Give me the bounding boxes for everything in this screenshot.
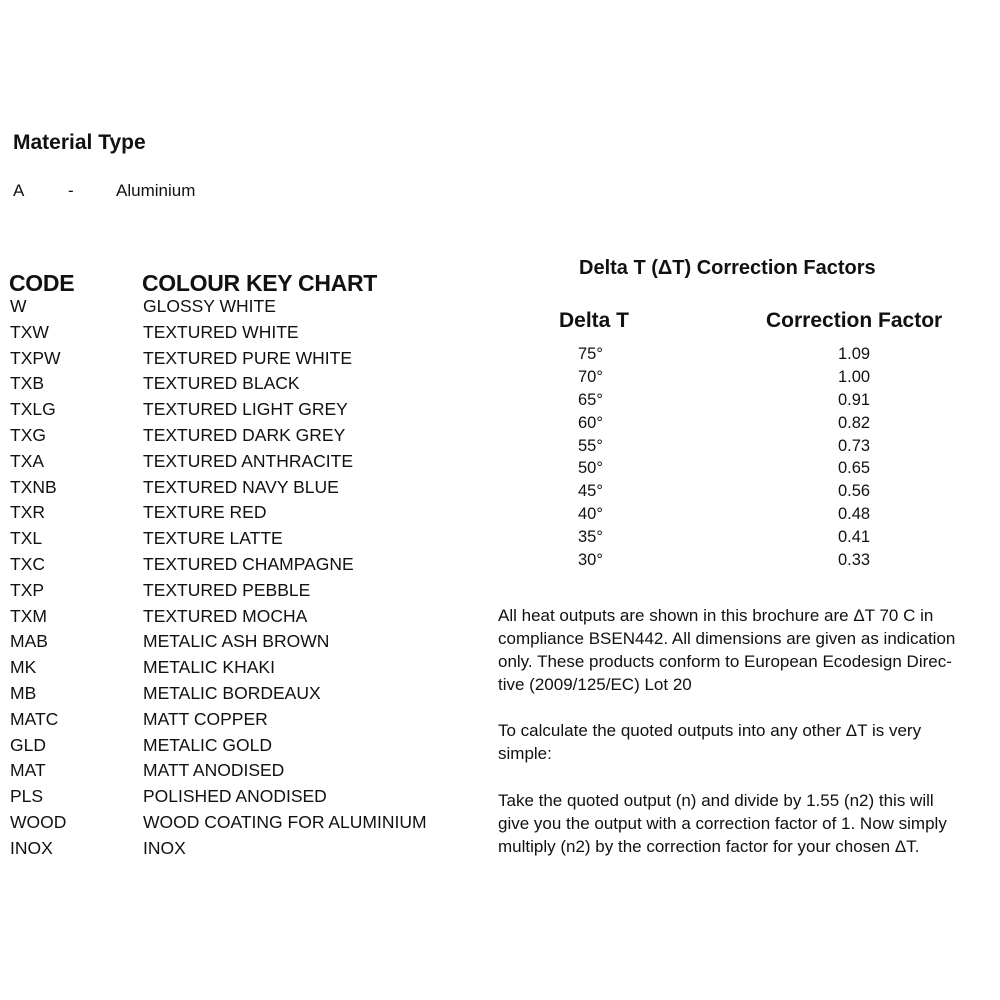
correction-factor-value: 0.33 bbox=[838, 551, 871, 570]
colour-code: TXR bbox=[10, 502, 45, 523]
material-separator: - bbox=[68, 181, 74, 200]
colour-code: TXC bbox=[10, 553, 45, 574]
colour-name: TEXTURED BLACK bbox=[143, 373, 300, 394]
delta-t-row bbox=[0, 459, 1000, 482]
delta-t-column-header: Delta T bbox=[559, 309, 630, 332]
material-code: A bbox=[13, 181, 25, 200]
delta-t-table bbox=[0, 345, 1000, 574]
colour-name: INOX bbox=[143, 837, 186, 858]
delta-t-value: 60° bbox=[578, 413, 603, 432]
colour-name: TEXTURED PURE WHITE bbox=[143, 347, 353, 368]
colour-code: TXNB bbox=[10, 476, 57, 497]
colour-name: TEXTURED NAVY BLUE bbox=[143, 476, 339, 497]
delta-t-value: 40° bbox=[578, 505, 603, 524]
colour-name: METALIC ASH BROWN bbox=[143, 631, 330, 652]
code-column-header: CODE bbox=[9, 270, 75, 296]
colour-name: METALIC KHAKI bbox=[143, 657, 275, 678]
colour-name: TEXTURED WHITE bbox=[143, 321, 299, 342]
correction-factor-value: 1.00 bbox=[838, 367, 871, 386]
colour-code: TXL bbox=[10, 528, 43, 549]
colour-code: TXG bbox=[10, 424, 46, 445]
delta-t-value: 65° bbox=[578, 390, 603, 409]
delta-t-row bbox=[0, 482, 1000, 505]
delta-t-title: Delta T (ΔT) Correction Factors bbox=[579, 257, 876, 279]
note-line: only. These products conform to European Ecodesign Direc- bbox=[498, 652, 952, 671]
note-line: give you the output with a correction factor of 1. Now simply bbox=[498, 814, 947, 833]
colour-name: TEXTURED PEBBLE bbox=[143, 579, 311, 600]
correction-factor-value: 0.48 bbox=[838, 505, 871, 524]
delta-t-value: 35° bbox=[578, 528, 603, 547]
correction-factor-value: 0.82 bbox=[838, 413, 871, 432]
colour-code: GLD bbox=[10, 734, 46, 755]
colour-name: TEXTURED LIGHT GREY bbox=[143, 399, 348, 420]
note-line: To calculate the quoted outputs into any other ΔT is very bbox=[498, 721, 922, 740]
colour-code: TXB bbox=[10, 373, 45, 394]
note-line: Take the quoted output (n) and divide by 1.55 (n2) this will bbox=[498, 791, 934, 810]
correction-factor-value: 0.73 bbox=[838, 436, 871, 455]
delta-t-value: 45° bbox=[578, 482, 603, 501]
note-line: tive (2009/125/EC) Lot 20 bbox=[498, 675, 692, 694]
delta-t-row bbox=[0, 528, 1000, 551]
colour-name: TEXTURED CHAMPAGNE bbox=[143, 553, 354, 574]
note-line: simple: bbox=[498, 744, 552, 763]
colour-name: WOOD COATING FOR ALUMINIUM bbox=[143, 811, 427, 832]
delta-t-row bbox=[0, 368, 1000, 391]
note-line: multiply (n2) by the correction factor for your chosen ΔT. bbox=[498, 837, 920, 856]
correction-factor-value: 0.91 bbox=[838, 390, 871, 409]
correction-factor-column-header: Correction Factor bbox=[766, 309, 943, 332]
delta-t-row bbox=[0, 437, 1000, 460]
colour-code: MATC bbox=[10, 708, 59, 729]
colour-code: MAT bbox=[10, 760, 46, 781]
material-type-heading: Material Type bbox=[13, 131, 146, 154]
colour-name: TEXTURED DARK GREY bbox=[143, 424, 346, 445]
delta-t-row bbox=[0, 391, 1000, 414]
colour-name: TEXTURED MOCHA bbox=[143, 605, 308, 626]
colour-code: MK bbox=[10, 657, 37, 678]
delta-t-row bbox=[0, 345, 1000, 368]
colour-key-chart-header: COLOUR KEY CHART bbox=[142, 270, 378, 296]
delta-t-row bbox=[0, 414, 1000, 437]
delta-t-row bbox=[0, 551, 1000, 574]
note-line: All heat outputs are shown in this brochure are ΔT 70 C in bbox=[498, 606, 934, 625]
colour-name: METALIC GOLD bbox=[143, 734, 273, 755]
colour-name: MATT COPPER bbox=[143, 708, 268, 729]
correction-factor-value: 0.41 bbox=[838, 528, 871, 547]
colour-code: MB bbox=[10, 682, 37, 703]
delta-t-value: 50° bbox=[578, 459, 603, 478]
colour-name: TEXTURE RED bbox=[143, 502, 267, 523]
colour-code: WOOD bbox=[10, 811, 67, 832]
colour-code: INOX bbox=[10, 837, 53, 858]
delta-t-value: 30° bbox=[578, 551, 603, 570]
calculation-intro-note bbox=[498, 719, 993, 765]
delta-t-row bbox=[0, 505, 1000, 528]
colour-code: PLS bbox=[10, 786, 44, 807]
material-name: Aluminium bbox=[116, 181, 196, 200]
delta-t-value: 70° bbox=[578, 367, 603, 386]
colour-code: TXLG bbox=[10, 399, 56, 420]
colour-code: TXPW bbox=[10, 347, 61, 368]
correction-factor-value: 0.65 bbox=[838, 459, 871, 478]
note-line: compliance BSEN442. All dimensions are given as indication bbox=[498, 629, 956, 648]
correction-factor-value: 1.09 bbox=[838, 345, 871, 363]
correction-factor-value: 0.56 bbox=[838, 482, 871, 501]
heat-output-note bbox=[498, 604, 993, 696]
colour-name: TEXTURED ANTHRACITE bbox=[143, 450, 354, 471]
colour-name: POLISHED ANODISED bbox=[143, 786, 327, 807]
colour-name: GLOSSY WHITE bbox=[143, 296, 276, 316]
colour-name: METALIC BORDEAUX bbox=[143, 682, 321, 703]
calculation-method-note bbox=[498, 789, 993, 858]
colour-code: W bbox=[10, 296, 27, 316]
delta-t-value: 55° bbox=[578, 436, 603, 455]
colour-name: MATT ANODISED bbox=[143, 760, 285, 781]
colour-code: TXP bbox=[10, 579, 45, 600]
colour-code: TXA bbox=[10, 450, 45, 471]
delta-t-value: 75° bbox=[578, 345, 603, 363]
colour-code: MAB bbox=[10, 631, 48, 652]
colour-code: TXW bbox=[10, 321, 49, 342]
colour-code: TXM bbox=[10, 605, 47, 626]
colour-name: TEXTURE LATTE bbox=[143, 528, 283, 549]
